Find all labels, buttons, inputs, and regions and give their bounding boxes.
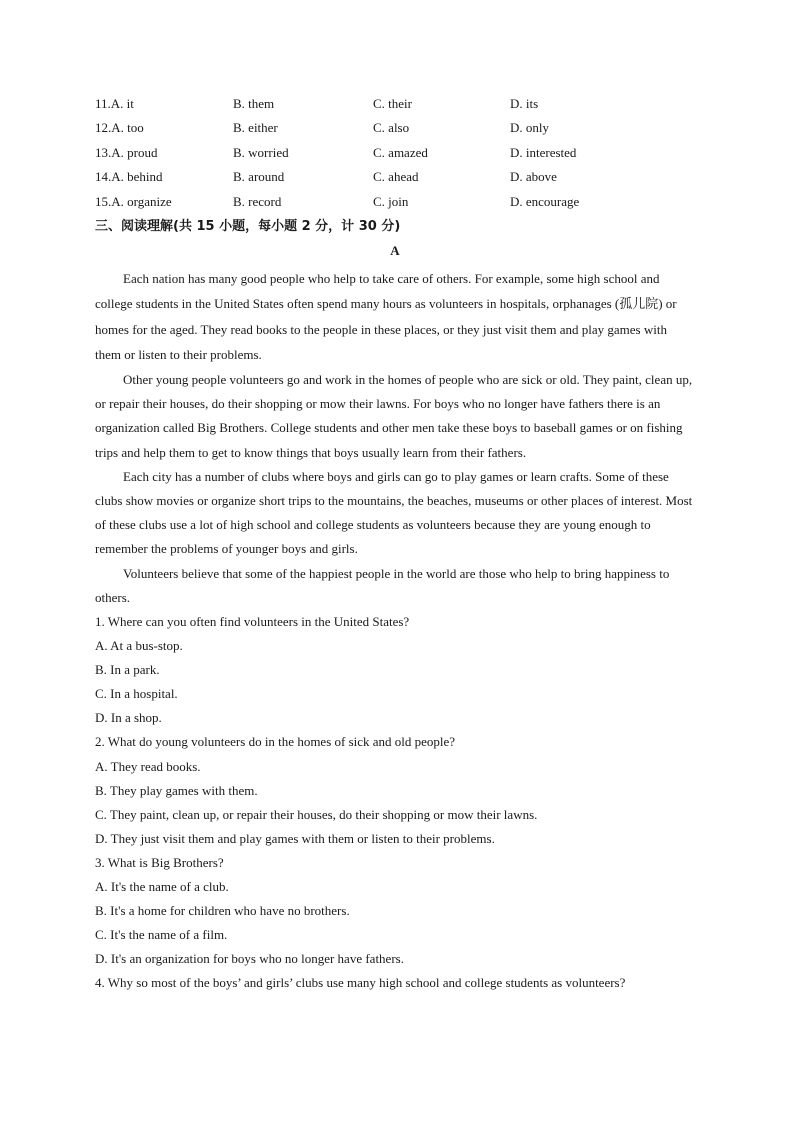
option-c: C. amazed <box>373 144 428 160</box>
option-c: C. join <box>373 193 409 209</box>
option-a: 12.A. too <box>95 120 144 136</box>
questions <box>95 610 695 996</box>
option-row-14 <box>95 168 695 192</box>
paragraph: Each nation has many good people who help to take care of others. For example, some high school and college students in the United States often spend many hours as volunteers in hospitals, orphanages (孤儿院) or homes for the aged. They read books to the people in these places, or they just visit them and play games with them or listen to their problems. <box>95 270 677 363</box>
paragraph: Each city has a number of clubs where boys and girls can go to play games or learn crafts. Some of these clubs show movies or organize short trips to the mountains, the beaches, museums or other places of interest. Most of these clubs use a lot of high school and college students as volunteers because they are young enough to remember the problems of younger boys and girls. <box>95 468 693 557</box>
option-b: B. them <box>233 96 275 111</box>
answer-option: C. It's the name of a film. <box>95 927 228 943</box>
question-stem: 3. What is Big Brothers? <box>95 854 224 870</box>
answer-option: B. In a park. <box>95 662 160 678</box>
option-d: D. its <box>510 96 539 111</box>
question-stem: 4. Why so most of the boys’ and girls’ clubs use many high school and college students as volunteers? <box>95 975 626 991</box>
exam-page <box>95 95 695 995</box>
option-a: 13.A. proud <box>95 144 158 160</box>
answer-option: A. At a bus-stop. <box>95 638 183 654</box>
option-b: B. around <box>233 169 285 185</box>
question-stem: 1. Where can you often find volunteers in the United States? <box>95 613 410 629</box>
option-d: D. only <box>510 120 549 136</box>
option-b: B. either <box>233 120 278 136</box>
option-row-11 <box>95 95 695 119</box>
answer-option: D. In a shop. <box>95 710 162 726</box>
option-c: C. their <box>373 96 412 111</box>
option-a: 14.A. behind <box>95 169 163 185</box>
answer-option: A. It's the name of a club. <box>95 879 229 895</box>
option-row-12 <box>95 119 695 143</box>
option-b: B. record <box>233 193 282 209</box>
option-c: C. ahead <box>373 169 419 185</box>
passage-body <box>95 266 695 610</box>
paragraph: Volunteers believe that some of the happiest people in the world are those who help to bring happiness to others. <box>95 565 670 605</box>
paragraph: Other young people volunteers go and work in the homes of people who are sick or old. They paint, clean up, or repair their houses, do their shopping or mow their lawns. For boys who no longer have fathers there is an organization called Big Brothers. College students and other men take these boys to baseball games or on fishing trips and help them to get to know things that boys usually learn from their fathers. <box>95 371 693 460</box>
answer-option: C. They paint, clean up, or repair their houses, do their shopping or mow their lawns. <box>95 806 538 822</box>
option-d: D. encourage <box>510 193 580 209</box>
option-b: B. worried <box>233 144 289 160</box>
question-stem: 2. What do young volunteers do in the homes of sick and old people? <box>95 734 456 750</box>
section-title: 三、阅读理解(共 15 小题，每小题 2 分，计 30 分) <box>95 218 401 234</box>
answer-option: D. They just visit them and play games with them or listen to their problems. <box>95 830 495 846</box>
option-row-13 <box>95 144 695 168</box>
option-c: C. also <box>373 120 410 136</box>
cloze-options <box>95 95 695 217</box>
option-a: 11.A. it <box>95 96 134 111</box>
passage-label: A <box>390 242 400 258</box>
option-d: D. above <box>510 169 557 185</box>
answer-option: A. They read books. <box>95 758 201 774</box>
answer-option: C. In a hospital. <box>95 686 178 702</box>
option-row-15 <box>95 193 695 217</box>
answer-option: B. They play games with them. <box>95 782 258 798</box>
option-a: 15.A. organize <box>95 193 172 209</box>
answer-option: B. It's a home for children who have no brothers. <box>95 903 350 919</box>
option-d: D. interested <box>510 144 577 160</box>
answer-option: D. It's an organization for boys who no longer have fathers. <box>95 951 404 967</box>
